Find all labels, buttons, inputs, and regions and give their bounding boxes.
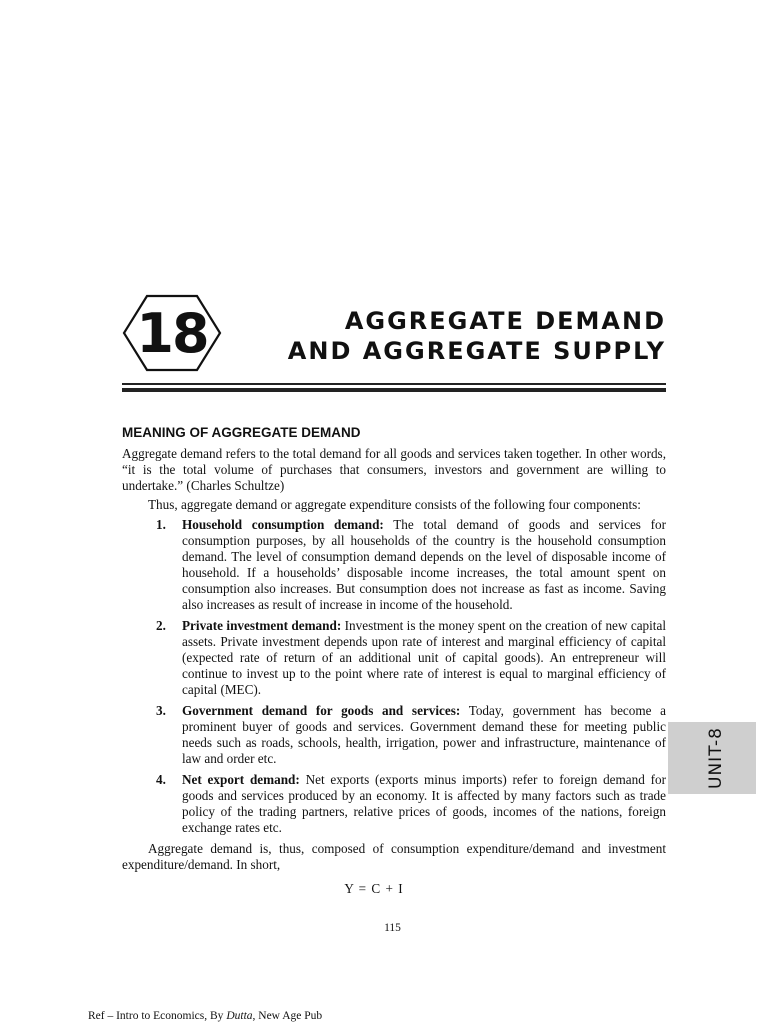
list-item-number: 3.: [156, 703, 166, 718]
list-item-term: Government demand for goods and services:: [182, 703, 461, 718]
list-item: [122, 618, 666, 698]
list-item-number: 2.: [156, 618, 166, 633]
list-item: [122, 772, 666, 836]
page-number: 115: [384, 922, 401, 934]
title-rule-thin: [122, 383, 666, 385]
list-item-number: 4.: [156, 772, 166, 787]
chapter-title: [288, 306, 666, 366]
footer-author: Dutta: [226, 1010, 253, 1022]
chapter-number: 18: [136, 301, 208, 365]
footer-suffix: , New Age Pub: [252, 1010, 323, 1022]
list-item: [122, 517, 666, 613]
list-item-text: The total demand of goods and services for consumption purposes, by all households of the country is the household consumption demand. The level of consumption demand depends on the level of disposable income of household. If a households’ disposable income increases, the total amount spent on consumption also increases. But consumption does not increase as fast as income. Saving also increases as result of increase in income of the household.: [182, 517, 666, 612]
section-heading: MEANING OF AGGREGATE DEMAND: [122, 425, 361, 440]
chapter-title-line-1: AGGREGATE DEMAND: [344, 307, 666, 335]
list-item: [122, 703, 666, 767]
title-rule-thick: [122, 388, 666, 392]
intro-paragraph: Aggregate demand refers to the total demand for all goods and services taken together. In other words, “it is the total volume of purchases that consumers, investors and government are willing to undertake.” (Charles Schultze): [122, 446, 666, 493]
list-item-term: Private investment demand:: [182, 618, 342, 633]
list-item-term: Net export demand:: [182, 772, 300, 787]
list-item-text: Net exports (exports minus imports) refer to foreign demand for goods and services produced by an economy. It is affected by many factors such as trade policy of the trading partners, relative prices of goods, incomes of the nations, foreign exchange rates etc.: [182, 772, 666, 835]
components-lead-paragraph: Thus, aggregate demand or aggregate expenditure consists of the following four components:: [148, 497, 641, 512]
equation: Y = C + I: [344, 881, 404, 896]
components-list: [122, 517, 666, 836]
section-body: [122, 446, 666, 897]
list-item-number: 1.: [156, 517, 166, 532]
unit-tab-text: UNIT-8: [706, 727, 727, 789]
footer-reference: [88, 1010, 322, 1022]
footer-prefix: Ref – Intro to Economics, By: [88, 1010, 227, 1022]
list-item-text: Investment is the money spent on the creation of new capital assets. Private investment depends upon rate of interest and marginal efficiency of capital (expected rate of return of an additional unit of capital goods). An entrepreneur will continue to invest up to the point where rate of interest is equal to marginal efficiency of capital (MEC).: [182, 618, 666, 697]
closing-paragraph: Aggregate demand is, thus, composed of consumption expenditure/demand and investment expenditure/demand. In short,: [122, 841, 666, 872]
list-item-text: Today, government has become a prominent buyer of goods and services. Government demand these for meeting public needs such as roads, schools, health, irrigation, power and infrastructure, maintenance of law and order etc.: [182, 703, 666, 766]
unit-tab-label: [688, 724, 744, 792]
chapter-title-line-2: AND AGGREGATE SUPPLY: [287, 337, 666, 365]
list-item-term: Household consumption demand:: [182, 517, 384, 532]
